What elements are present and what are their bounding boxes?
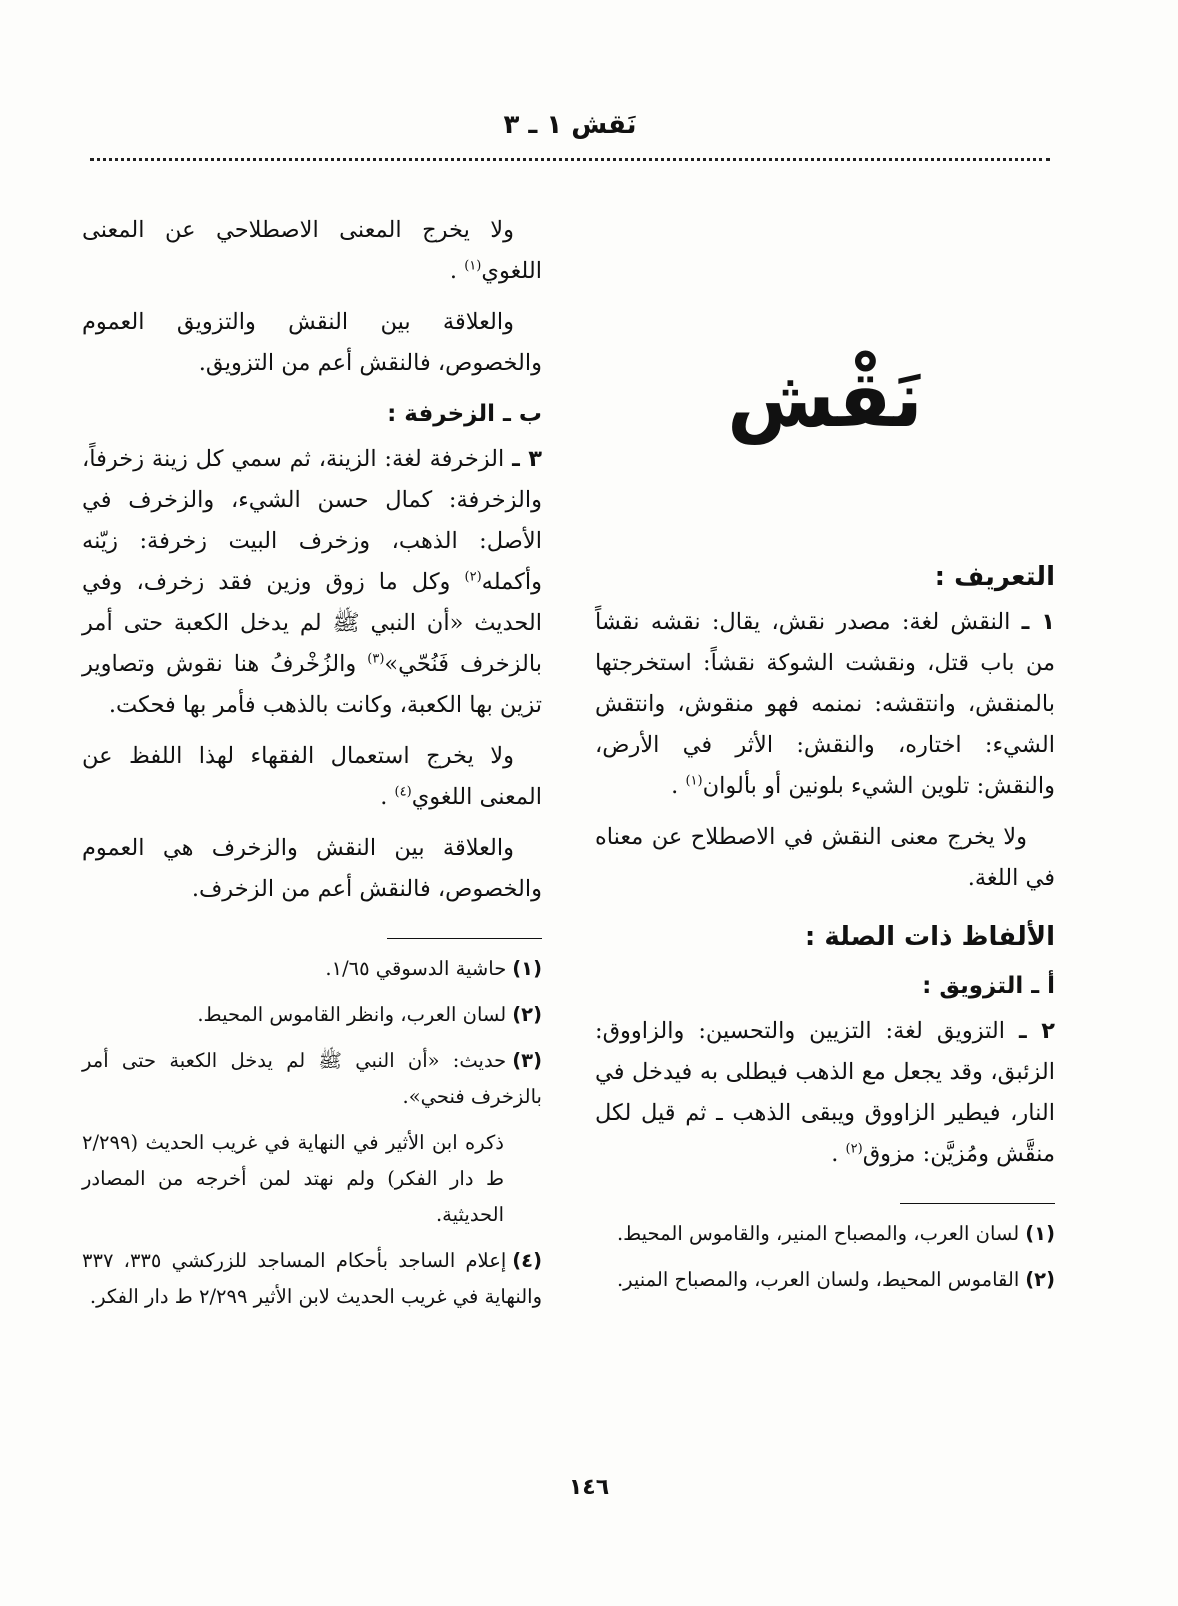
paragraph-2: والعلاقة بين النقش والتزويق العموم والخصوص، فالنقش أعم من التزويق.: [82, 309, 542, 376]
footnote-separator: [387, 938, 542, 939]
footnote-ref: (١): [464, 258, 482, 274]
page-number: ١٤٦: [568, 1475, 610, 1500]
footnote-continuation: ذكره ابن الأثير في النهاية في غريب الحديث (٢/٢٩٩ ط دار الفكر) ولم نهتد لمن أخرجه من المصادر الحديثية.: [82, 1131, 504, 1226]
paragraph-number: ٢ ـ: [1018, 1018, 1056, 1044]
paragraph-5: والعلاقة بين النقش والزخرف هي العموم والخصوص، فالنقش أعم من الزخرف.: [82, 835, 542, 902]
paragraph-2: ولا يخرج معنى النقش في الاصطلاح عن معناه في اللغة.: [595, 824, 1055, 891]
paragraph-3: ٢ ـ التزويق لغة: التزيين والتحسين: والزاووق: الزئبق، وقد يجعل مع الذهب فيطلى به فيدخل في النار، فيطير الزاووق ويبقى الذهب ـ ثم قيل لكل منقَّش ومُزيَّن: مزوق$^{(٢)}$ .: [595, 1018, 1056, 1167]
left-column: [82, 210, 542, 1325]
definition-heading: التعريف :: [934, 562, 1055, 592]
paragraph-3: ٣ ـ الزخرفة لغة: الزينة، ثم سمي كل زينة زخرفاً، والزخرفة: كمال حسن الشيء، والزخرف في الأصل: الذهب، وزخرف البيت زخرفة: زيّنه وأكمله$^{(٢)}$ وكل ما زوق وزين فقد زخرف، وفي الحديث «أن النبي ﷺ لم يدخل الكعبة حتى أمر بالزخرف فَنُحّي»$^{(٣)}$ والزُخْرفُ هنا نقوش وتصاوير تزين بها الكعبة، وكانت بالذهب فأمر بها فحكت.: [82, 446, 543, 718]
footnote-ref: (٣): [367, 651, 385, 667]
footnote: (٢)القاموس المحيط، ولسان العرب، والمصباح المنير.: [616, 1268, 1055, 1291]
paragraph-1: ١ ـ النقش لغة: مصدر نقش، يقال: نقشه نقشاً من باب قتل، ونقشت الشوكة نقشاً: استخرجتها بالمنقش، وانتقشه: نمنمه فهو منقوش، وانتقش الشيء: اختاره، والنقش: الأثر في الأرض، والنقش: تلوين الشيء بلونين أو بألوان$^{(١)}$ .: [595, 609, 1055, 799]
paragraph-number: ٣ ـ: [512, 446, 543, 472]
paragraph-number: ١ ـ: [1021, 609, 1055, 635]
entry-title: نَقْش: [727, 355, 923, 445]
subheading-zakhrafa: ب ـ الزخرفة :: [387, 401, 542, 427]
paragraph-1: ولا يخرج المعنى الاصطلاحي عن المعنى اللغوي$^{(١)}$ .: [82, 217, 542, 284]
footnote-ref: (١): [685, 773, 703, 789]
footnote: (٤)إعلام الساجد بأحكام المساجد للزركشي ٣٣٥، ٣٣٧ والنهاية في غريب الحديث لابن الأثير ٢/٢٩٩ ط دار الفكر.: [82, 1249, 542, 1308]
footnote-separator: [900, 1203, 1055, 1204]
footnote: (٢)لسان العرب، وانظر القاموس المحيط.: [197, 1003, 542, 1026]
footnote: (١)لسان العرب، والمصباح المنير، والقاموس المحيط.: [616, 1222, 1055, 1245]
footnote-ref: (٤): [394, 784, 412, 800]
related-terms-heading: الألفاظ ذات الصلة :: [804, 922, 1055, 952]
footnote: (٣)حديث: «أن النبي ﷺ لم يدخل الكعبة حتى أمر بالزخرف فنحي».: [82, 1049, 542, 1108]
footnote: (١)حاشية الدسوقي ١/٦٥.: [325, 957, 542, 980]
footnote-ref: (٢): [845, 1141, 863, 1157]
running-header: نَقش ١ ـ ٣: [503, 110, 637, 140]
subheading-tazwiq: أ ـ التزويق :: [922, 973, 1055, 999]
paragraph-4: ولا يخرج استعمال الفقهاء لهذا اللفظ عن المعنى اللغوي$^{(٤)}$ .: [82, 743, 542, 810]
paragraph-text: النقش لغة: مصدر نقش، يقال: نقشه نقشاً من باب قتل، ونقشت الشوكة نقشاً: استخرجتها بالمنقش، وانتقشه: نمنمه فهو منقوش، وانتقش الشيء: اختاره، والنقش: الأثر في الأرض، والنقش: تلوين الشيء بلونين أو بألوان: [595, 609, 1055, 799]
right-column: [595, 210, 1055, 1308]
paragraph-text: التزويق لغة: التزيين والتحسين: والزاووق: الزئبق، وقد يجعل مع الذهب فيطلى به فيدخل في النار، فيطير الزاووق ويبقى الذهب ـ ثم قيل لكل منقَّش ومُزيَّن: مزوق: [595, 1018, 1055, 1167]
footnote-ref: (٢): [464, 569, 482, 585]
header-dotted-rule: [90, 158, 1050, 161]
